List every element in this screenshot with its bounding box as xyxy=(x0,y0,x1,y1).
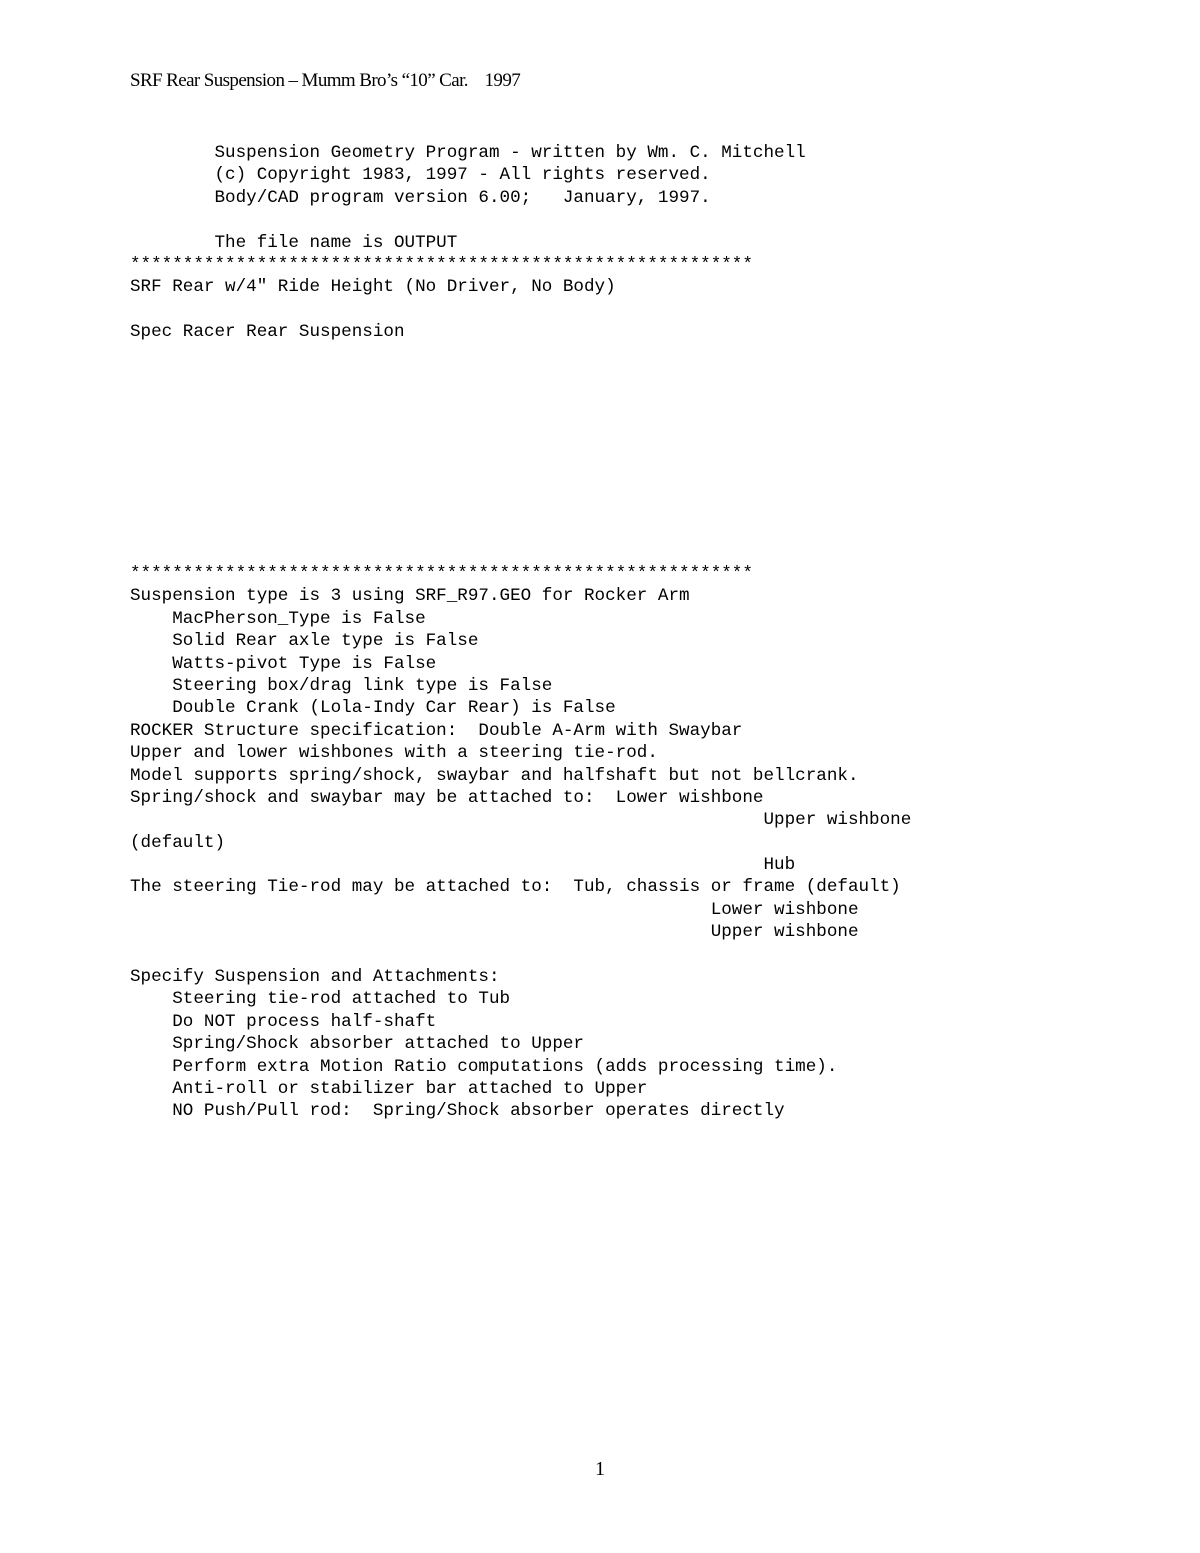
text-line: SRF Rear w/4" Ride Height (No Driver, No Body) xyxy=(130,277,616,298)
text-line: Double Crank (Lola-Indy Car Rear) is False xyxy=(130,698,616,719)
program-intro-block xyxy=(130,142,806,344)
text-line xyxy=(130,944,911,966)
text-line: Watts-pivot Type is False xyxy=(130,653,437,674)
text-line: Do NOT process half-shaft xyxy=(130,1011,437,1032)
text-line: The steering Tie-rod may be attached to: Tub, chassis or frame (default) xyxy=(130,877,901,898)
text-line: Suspension type is 3 using SRF_R97.GEO for Rocker Arm xyxy=(130,586,690,607)
page-header-title: SRF Rear Suspension – Mumm Bro’s “10” Car. 1997 xyxy=(130,70,521,91)
text-line: Perform extra Motion Ratio computations (adds processing time). xyxy=(130,1056,838,1077)
text-line: (c) Copyright 1983, 1997 - All rights reserved. xyxy=(130,165,711,186)
text-line: ROCKER Structure specification: Double A-Arm with Swaybar xyxy=(130,720,743,741)
text-line: *********************************************************** xyxy=(130,254,753,275)
text-line: Solid Rear axle type is False xyxy=(130,631,479,652)
text-line: Hub xyxy=(130,855,796,876)
text-line: (default) xyxy=(130,832,226,853)
text-line: Upper wishbone xyxy=(130,922,859,943)
text-line: Spec Racer Rear Suspension xyxy=(130,322,405,343)
text-line: Body/CAD program version 6.00; January, 1997. xyxy=(130,187,711,208)
text-line: Spring/shock and swaybar may be attached to: Lower wishbone xyxy=(130,787,764,808)
text-line: Upper wishbone xyxy=(130,810,912,831)
text-line: NO Push/Pull rod: Spring/Shock absorber operates directly xyxy=(130,1101,785,1122)
text-line: Steering tie-rod attached to Tub xyxy=(130,989,511,1010)
text-line: Steering box/drag link type is False xyxy=(130,675,553,696)
text-line: Specify Suspension and Attachments: xyxy=(130,967,500,988)
text-line: *********************************************************** xyxy=(130,564,753,584)
text-line: Spring/Shock absorber attached to Upper xyxy=(130,1034,584,1055)
text-line: Suspension Geometry Program - written by Wm. C. Mitchell xyxy=(130,143,806,163)
suspension-spec-block xyxy=(130,563,911,1123)
text-line: Anti-roll or stabilizer bar attached to Upper xyxy=(130,1078,648,1099)
text-line: Lower wishbone xyxy=(130,899,859,920)
text-line: The file name is OUTPUT xyxy=(130,232,458,253)
text-line: Upper and lower wishbones with a steering tie-rod. xyxy=(130,743,658,764)
text-line xyxy=(130,299,806,321)
text-line: MacPherson_Type is False xyxy=(130,608,426,629)
text-line xyxy=(130,209,806,231)
text-line: Model supports spring/shock, swaybar and halfshaft but not bellcrank. xyxy=(130,765,859,786)
page-number: 1 xyxy=(595,1458,605,1480)
